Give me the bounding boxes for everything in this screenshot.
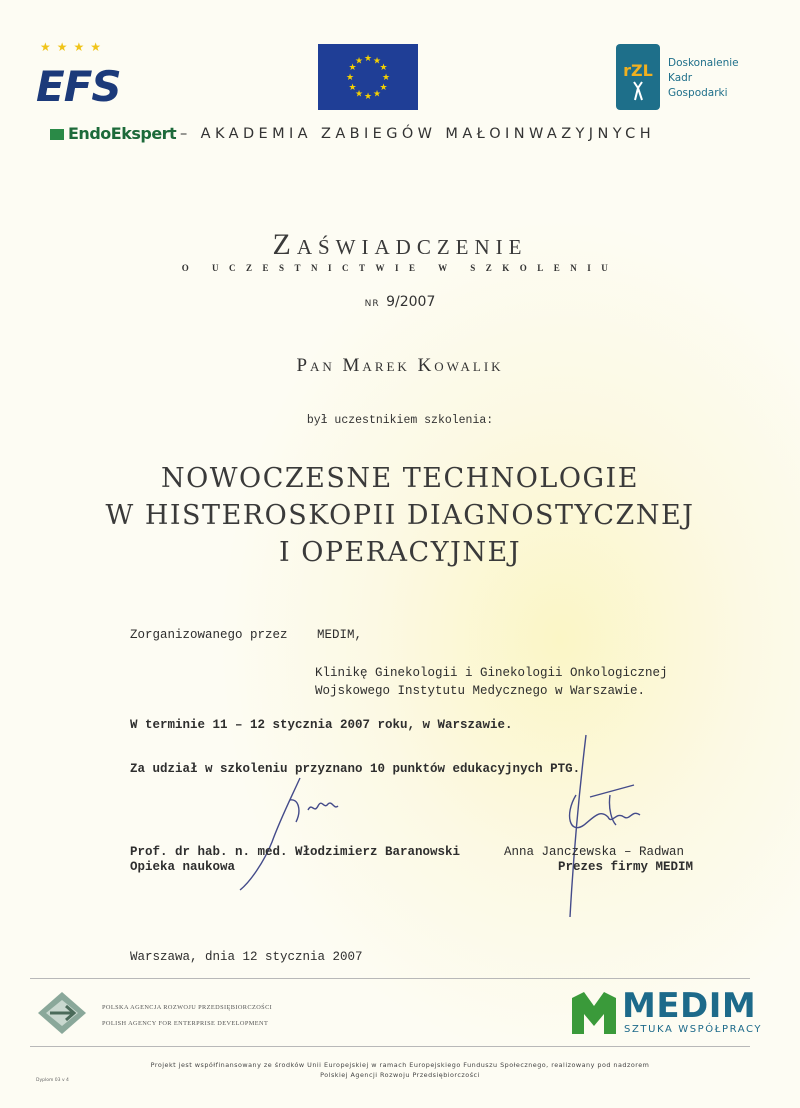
kadr-line-2: Kadr: [668, 72, 693, 84]
certificate-number-value: 9/2007: [386, 294, 436, 310]
left-signatory-name: Prof. dr hab. n. med. Włodzimierz Baranowski: [130, 845, 461, 859]
svg-text:★: ★: [372, 89, 382, 100]
course-title: [0, 460, 800, 571]
endoekspert-mark-icon: [50, 129, 64, 140]
certificate-number: [0, 294, 800, 310]
efs-logo-text: EFS: [36, 62, 121, 111]
efs-logo: [36, 40, 146, 110]
right-signatory-name: Anna Janczewska – Radwan: [504, 845, 685, 859]
svg-text:★: ★: [363, 54, 373, 64]
left-signatory: [130, 845, 460, 875]
project-note-line-2: Polskiej Agencji Rozwoju Przedsiębiorczości: [320, 1071, 480, 1079]
left-signature-icon: [220, 770, 350, 900]
kadr-line-1: Doskonalenie: [668, 57, 739, 69]
svg-text:★: ★: [363, 92, 373, 102]
participant-name: Pan Marek Kowalik: [296, 355, 504, 376]
organizer-clinic: [315, 664, 668, 700]
education-points: Za udział w szkoleniu przyznano 10 punktów edukacyjnych PTG.: [130, 762, 581, 776]
organizer-medim: MEDIM,: [317, 628, 363, 642]
svg-text:★: ★: [354, 89, 364, 100]
endoekspert-logo: [50, 124, 176, 143]
svg-text:★: ★: [354, 56, 364, 67]
project-note-line-1: Projekt jest współfinansowany ze środków Unii Europejskiej w ramach Europejskiego Funduszu Społecznego, realizowany pod nadzorem: [150, 1061, 650, 1069]
svg-text:★: ★: [372, 56, 382, 67]
parp-name-en: POLISH AGENCY FOR ENTERPRISE DEVELOPMENT: [102, 1020, 269, 1027]
course-title-line-2: W HISTEROSKOPII DIAGNOSTYCZNEJ: [105, 500, 695, 531]
organized-label: Zorganizowanego przez: [130, 628, 288, 642]
right-signatory-role: Prezes firmy MEDIM: [558, 860, 694, 874]
svg-text:★: ★: [348, 83, 357, 93]
certificate-title: Zaświadczenie: [272, 228, 528, 261]
medim-tagline: SZTUKA WSPÓŁPRACY: [624, 1024, 763, 1035]
intro-text: był uczestnikiem szkolenia:: [306, 414, 494, 427]
svg-text:★: ★: [379, 63, 388, 73]
medim-mark-icon: [572, 992, 616, 1034]
footer-divider-bottom: [30, 1046, 750, 1047]
organizer-clinic-line-1: Klinikę Ginekologii i Ginekologii Onkologicznej: [315, 666, 668, 680]
left-signatory-role: Opieka naukowa: [130, 860, 236, 874]
svg-text:★: ★: [381, 73, 391, 83]
svg-text:★: ★: [345, 73, 355, 83]
training-term: W terminie 11 – 12 stycznia 2007 roku, w Warszawie.: [130, 718, 513, 732]
footer-divider-top: [30, 978, 750, 979]
kadr-logo-text: [668, 56, 739, 101]
document-code: Dyplom 03 v 4: [36, 1078, 69, 1083]
certificate-subtitle: O UCZESTNICTWIE W SZKOLENIU: [181, 263, 619, 273]
course-title-line-3: I OPERACYJNEJ: [278, 537, 522, 568]
academy-title: – AKADEMIA ZABIEGÓW MAŁOINWAZYJNYCH: [180, 126, 656, 142]
parp-name-pl: POLSKA AGENCJA ROZWOJU PRZEDSIĘBIORCZOŚCI: [102, 1004, 273, 1011]
eu-flag-icon: [318, 44, 418, 110]
organizer-clinic-line-2: Wojskowego Instytutu Medycznego w Warszawie.: [315, 684, 646, 698]
efs-stars-icon: ★★★★: [40, 40, 108, 54]
medim-logo-text: MEDIM: [622, 986, 757, 1026]
course-title-line-1: NOWOCZESNE TECHNOLOGIE: [161, 463, 639, 494]
right-signature-icon: [550, 725, 660, 925]
svg-text:★: ★: [379, 83, 388, 93]
endoekspert-brand: EndoEkspert: [68, 124, 177, 143]
parp-logo-icon: [36, 990, 88, 1036]
kadr-logo-icon: [616, 44, 660, 110]
svg-text:rZL: rZL: [623, 61, 653, 80]
parp-logo-text: [102, 1000, 272, 1032]
svg-text:★: ★: [348, 63, 357, 73]
kadr-line-3: Gospodarki: [668, 87, 728, 99]
eu-stars-icon: [318, 44, 418, 110]
project-funding-note: [0, 1060, 800, 1080]
place-and-date: Warszawa, dnia 12 stycznia 2007: [130, 950, 363, 964]
certificate-number-prefix: NR: [364, 299, 380, 309]
